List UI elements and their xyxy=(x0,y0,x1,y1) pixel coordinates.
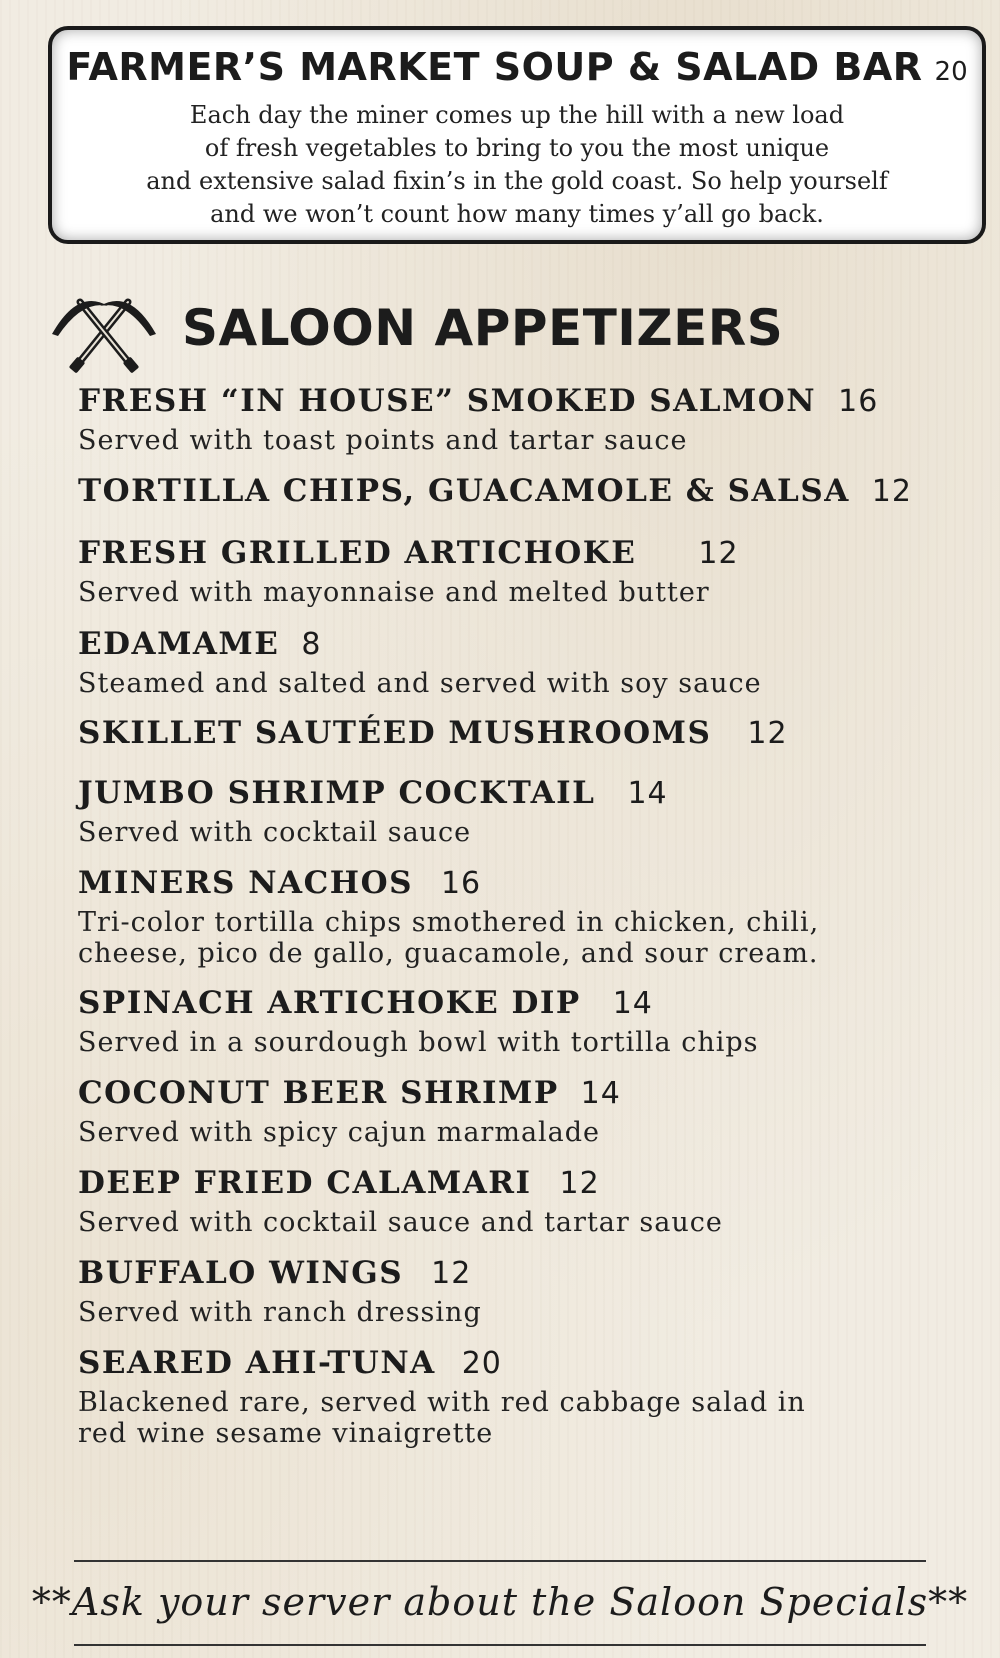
soup-desc-line: and we won’t count how many times y’all go back. xyxy=(210,200,824,228)
menu-item xyxy=(78,715,978,757)
soup-desc-line: Each day the miner comes up the hill with a new load xyxy=(189,101,845,129)
item-name: SKILLET SAUTÉED MUSHROOMS xyxy=(78,715,712,751)
menu-item xyxy=(78,775,978,848)
item-desc-line: Served with cocktail sauce xyxy=(78,817,472,848)
section-title: SALOON APPETIZERS xyxy=(182,299,784,357)
item-price: 14 xyxy=(612,986,653,1021)
item-desc-line: red wine sesame vinaigrette xyxy=(78,1418,494,1449)
menu-item xyxy=(78,1075,978,1148)
soup-title-row xyxy=(52,44,982,99)
item-description xyxy=(78,1387,978,1449)
item-name: FRESH “IN HOUSE” SMOKED SALMON xyxy=(78,383,817,419)
footer-divider-top xyxy=(74,1560,926,1562)
item-description xyxy=(78,1207,978,1238)
item-price: 12 xyxy=(871,474,912,509)
item-price: 14 xyxy=(627,776,668,811)
soup-bar-description xyxy=(52,99,982,231)
item-description xyxy=(78,1027,978,1058)
soup-salad-bar-box xyxy=(48,26,986,244)
item-name: DEEP FRIED CALAMARI xyxy=(78,1165,532,1201)
item-price: 16 xyxy=(440,866,482,901)
footer-note: **Ask your server about the Saloon Specials** xyxy=(31,1580,969,1624)
item-name: MINERS NACHOS xyxy=(78,865,413,901)
item-name: COCONUT BEER SHRIMP xyxy=(78,1075,559,1111)
menu-item xyxy=(78,1345,978,1449)
footer-divider-bottom xyxy=(74,1644,926,1646)
item-price: 8 xyxy=(301,627,322,662)
item-description xyxy=(78,1117,978,1148)
item-description xyxy=(78,668,978,699)
item-desc-line: Tri-color tortilla chips smothered in chicken, chili, xyxy=(78,907,820,938)
item-price: 12 xyxy=(431,1256,472,1291)
item-name: TORTILLA CHIPS, GUACAMOLE & SALSA xyxy=(78,473,850,509)
item-desc-line: Served with spicy cajun marmalade xyxy=(78,1117,601,1148)
item-price: 14 xyxy=(580,1076,621,1111)
item-name: SEARED AHI-TUNA xyxy=(78,1345,436,1381)
item-name: SPINACH ARTICHOKE DIP xyxy=(78,985,581,1021)
item-description xyxy=(78,577,978,608)
item-desc-line: Served with ranch dressing xyxy=(78,1297,482,1328)
appetizers-header xyxy=(48,290,948,370)
menu-item xyxy=(78,865,978,969)
menu-item xyxy=(78,383,978,456)
item-desc-line: Served in a sourdough bowl with tortilla chips xyxy=(78,1027,759,1058)
item-price: 20 xyxy=(461,1346,502,1381)
menu-item xyxy=(78,626,978,699)
item-name: FRESH GRILLED ARTICHOKE xyxy=(78,535,637,571)
soup-bar-price: 20 xyxy=(934,57,968,87)
item-description xyxy=(78,907,978,969)
item-desc-line: Served with mayonnaise and melted butter xyxy=(78,577,710,608)
item-desc-line: Blackened rare, served with red cabbage salad in xyxy=(78,1387,806,1418)
item-name: BUFFALO WINGS xyxy=(78,1255,404,1291)
item-price: 12 xyxy=(747,716,788,751)
item-desc-line: Steamed and salted and served with soy sauce xyxy=(78,668,762,699)
menu-item xyxy=(78,985,978,1058)
menu-item xyxy=(78,1255,978,1328)
menu-item xyxy=(78,1165,978,1238)
soup-desc-line: of fresh vegetables to bring to you the most unique xyxy=(204,134,830,162)
item-name: JUMBO SHRIMP COCKTAIL xyxy=(78,775,596,811)
menu-item xyxy=(78,473,978,515)
item-desc-line: cheese, pico de gallo, guacamole, and sour cream. xyxy=(78,938,819,969)
item-name: EDAMAME xyxy=(78,626,280,662)
crossed-pickaxes-icon xyxy=(48,292,160,376)
item-price: 12 xyxy=(698,536,739,571)
item-description xyxy=(78,1297,978,1328)
item-description xyxy=(78,425,978,456)
soup-bar-title: FARMER’S MARKET SOUP & SALAD BAR xyxy=(66,45,923,89)
item-desc-line: Served with toast points and tartar sauce xyxy=(78,425,688,456)
item-description xyxy=(78,817,978,848)
item-desc-line: Served with cocktail sauce and tartar sauce xyxy=(78,1207,723,1238)
soup-desc-line: and extensive salad fixin’s in the gold coast. So help yourself xyxy=(146,167,888,195)
item-price: 12 xyxy=(559,1166,600,1201)
menu-item xyxy=(78,535,978,608)
item-price: 16 xyxy=(838,384,879,419)
